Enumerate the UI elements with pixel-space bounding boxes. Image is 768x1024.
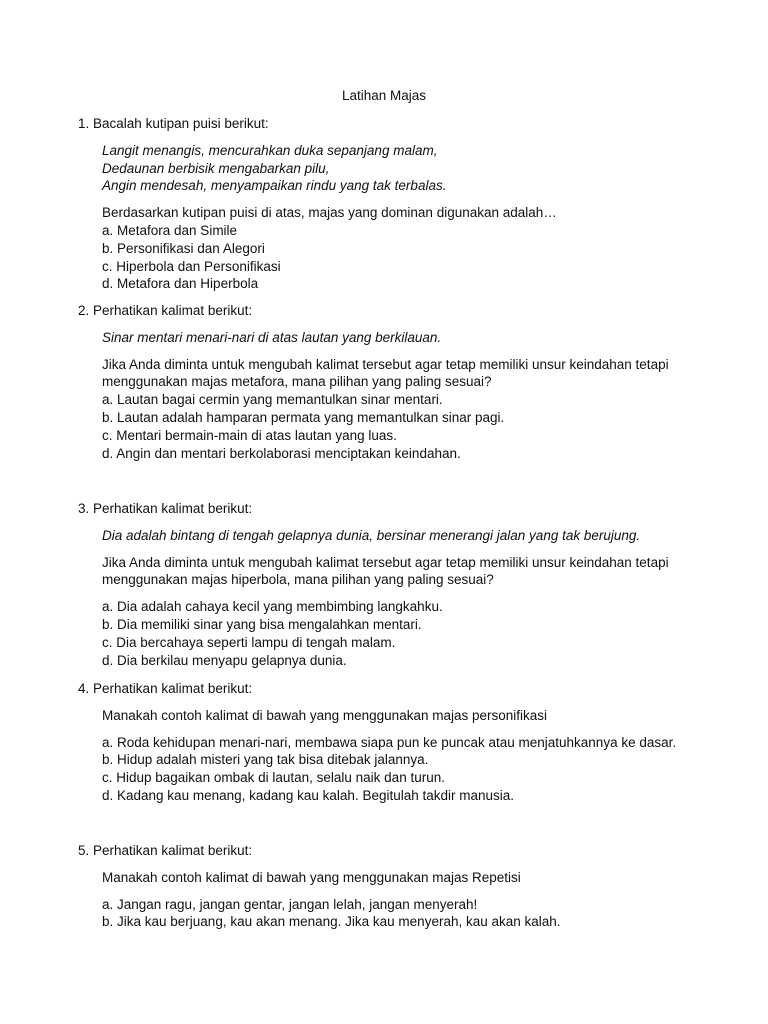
answer-option: a. Dia adalah cahaya kecil yang membimbing langkahku. bbox=[102, 599, 443, 615]
question-4 bbox=[78, 680, 698, 805]
answer-option: b. Lautan adalah hamparan permata yang memantulkan sinar pagi. bbox=[102, 409, 505, 425]
question-text: Manakah contoh kalimat di bawah yang menggunakan majas Repetisi bbox=[102, 869, 521, 885]
question-prompt: Bacalah kutipan puisi berikut: bbox=[93, 116, 269, 131]
answer-option: c. Mentari bermain-main di atas lautan yang luas. bbox=[102, 427, 397, 443]
quote-line: Dedaunan berbisik mengabarkan pilu, bbox=[102, 160, 330, 176]
question-3-header bbox=[78, 500, 698, 518]
answer-option: b. Dia memiliki sinar yang bisa mengalahkan mentari. bbox=[102, 616, 422, 632]
answer-option: b. Jika kau berjuang, kau akan menang. Jika kau menyerah, kau akan kalah. bbox=[102, 914, 561, 930]
question-text: menggunakan majas hiperbola, mana pilihan yang paling sesuai? bbox=[102, 572, 494, 588]
question-5 bbox=[78, 842, 698, 931]
question-prompt: Perhatikan kalimat berikut: bbox=[93, 681, 253, 696]
answer-option: d. Metafora dan Hiperbola bbox=[102, 276, 259, 292]
quote-line: Langit menangis, mencurahkan duka sepanjang malam, bbox=[102, 142, 438, 158]
answer-option: b. Personifikasi dan Alegori bbox=[102, 240, 265, 256]
answer-option: c. Dia bercahaya seperti lampu di tengah malam. bbox=[102, 634, 396, 650]
answer-option: a. Lautan bagai cermin yang memantulkan sinar mentari. bbox=[102, 392, 443, 408]
question-prompt: Perhatikan kalimat berikut: bbox=[93, 843, 253, 858]
answer-option: c. Hidup bagaikan ombak di lautan, selalu naik dan turun. bbox=[102, 770, 445, 786]
question-text: Berdasarkan kutipan puisi di atas, majas yang dominan digunakan adalah… bbox=[102, 205, 557, 221]
answer-option: d. Angin dan mentari berkolaborasi menciptakan keindahan. bbox=[102, 445, 461, 461]
answer-option: d. Dia berkilau menyapu gelapnya dunia. bbox=[102, 652, 347, 668]
answer-option: a. Metafora dan Simile bbox=[102, 222, 238, 238]
answer-option: b. Hidup adalah misteri yang tak bisa ditebak jalannya. bbox=[102, 752, 429, 768]
quote-line: Angin mendesah, menyampaikan rindu yang tak terbalas. bbox=[102, 178, 447, 194]
question-number: 2. bbox=[78, 303, 90, 318]
question-text: menggunakan majas metafora, mana pilihan yang paling sesuai? bbox=[102, 374, 492, 390]
question-text: Jika Anda diminta untuk mengubah kalimat tersebut agar tetap memiliki unsur keindahan tetapi bbox=[102, 356, 669, 372]
question-number: 1. bbox=[78, 116, 90, 131]
question-text: Manakah contoh kalimat di bawah yang menggunakan majas personifikasi bbox=[102, 707, 548, 723]
answer-option: d. Kadang kau menang, kadang kau kalah. Begitulah takdir manusia. bbox=[102, 787, 515, 803]
question-4-header bbox=[78, 680, 698, 698]
question-prompt: Perhatikan kalimat berikut: bbox=[93, 303, 253, 318]
question-number: 3. bbox=[78, 501, 90, 516]
question-text: Jika Anda diminta untuk mengubah kalimat tersebut agar tetap memiliki unsur keindahan tetapi bbox=[102, 554, 669, 570]
page-title: Latihan Majas bbox=[341, 88, 427, 103]
quote-sentence: Sinar mentari menari-nari di atas lautan yang berkilauan. bbox=[102, 329, 442, 345]
question-5-header bbox=[78, 842, 698, 860]
question-3 bbox=[78, 500, 698, 669]
question-prompt: Perhatikan kalimat berikut: bbox=[93, 501, 253, 516]
question-number: 4. bbox=[78, 681, 90, 696]
poem-quote bbox=[102, 142, 698, 195]
question-1 bbox=[78, 115, 698, 293]
answer-option: c. Hiperbola dan Personifikasi bbox=[102, 258, 281, 274]
answer-option: a. Roda kehidupan menari-nari, membawa siapa pun ke puncak atau menjatuhkannya ke dasar. bbox=[102, 734, 677, 750]
question-number: 5. bbox=[78, 843, 90, 858]
quote-sentence: Dia adalah bintang di tengah gelapnya dunia, bersinar menerangi jalan yang tak berujung. bbox=[102, 527, 641, 543]
question-2 bbox=[78, 302, 698, 462]
answer-option: a. Jangan ragu, jangan gentar, jangan lelah, jangan menyerah! bbox=[102, 896, 478, 912]
question-1-header bbox=[78, 115, 698, 133]
question-2-header bbox=[78, 302, 698, 320]
